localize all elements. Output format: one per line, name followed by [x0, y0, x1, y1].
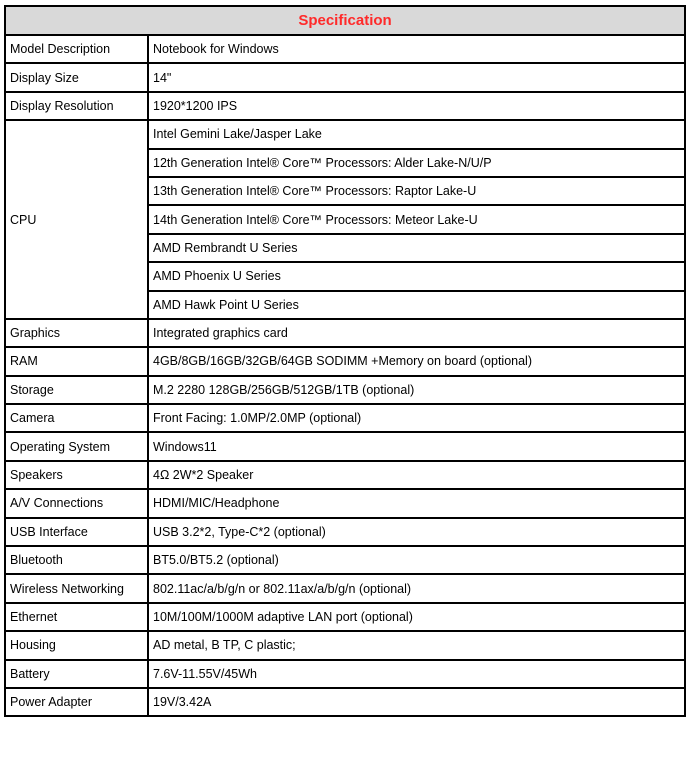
table-row: [5, 631, 685, 659]
spec-value: HDMI/MIC/Headphone: [148, 489, 685, 517]
table-row: [5, 660, 685, 688]
spec-value: Intel Gemini Lake/Jasper Lake: [148, 120, 685, 148]
table-row: [5, 347, 685, 375]
spec-label: CPU: [5, 120, 148, 319]
spec-value: 7.6V-11.55V/45Wh: [148, 660, 685, 688]
spec-label: A/V Connections: [5, 489, 148, 517]
spec-value: 12th Generation Intel® Core™ Processors: Alder Lake-N/U/P: [148, 149, 685, 177]
spec-value: 4GB/8GB/16GB/32GB/64GB SODIMM +Memory on board (optional): [148, 347, 685, 375]
spec-label: RAM: [5, 347, 148, 375]
spec-label: Storage: [5, 376, 148, 404]
spec-value: 1920*1200 IPS: [148, 92, 685, 120]
spec-label: Housing: [5, 631, 148, 659]
spec-value: BT5.0/BT5.2 (optional): [148, 546, 685, 574]
spec-label: Bluetooth: [5, 546, 148, 574]
table-body: [5, 35, 685, 716]
table-row: [5, 518, 685, 546]
table-row: [5, 35, 685, 63]
spec-value: 4Ω 2W*2 Speaker: [148, 461, 685, 489]
table-title: Specification: [5, 6, 685, 35]
table-row: [5, 92, 685, 120]
table-row: [5, 574, 685, 602]
table-row: [5, 688, 685, 716]
spec-value: Windows11: [148, 432, 685, 460]
spec-value: 802.11ac/a/b/g/n or 802.11ax/a/b/g/n (optional): [148, 574, 685, 602]
spec-label: Battery: [5, 660, 148, 688]
spec-value: Notebook for Windows: [148, 35, 685, 63]
spec-label: USB Interface: [5, 518, 148, 546]
table-row: [5, 546, 685, 574]
spec-label: Model Description: [5, 35, 148, 63]
table-row: [5, 461, 685, 489]
spec-value: AMD Rembrandt U Series: [148, 234, 685, 262]
spec-label: Display Resolution: [5, 92, 148, 120]
table-row: [5, 120, 685, 148]
spec-label: Graphics: [5, 319, 148, 347]
spec-label: Operating System: [5, 432, 148, 460]
table-header-row: [5, 6, 685, 35]
spec-value: Integrated graphics card: [148, 319, 685, 347]
spec-value: USB 3.2*2, Type-C*2 (optional): [148, 518, 685, 546]
table-row: [5, 404, 685, 432]
spec-value: 19V/3.42A: [148, 688, 685, 716]
table-row: [5, 603, 685, 631]
spec-value: Front Facing: 1.0MP/2.0MP (optional): [148, 404, 685, 432]
spec-value: 10M/100M/1000M adaptive LAN port (optional): [148, 603, 685, 631]
spec-value: 14": [148, 63, 685, 91]
table-row: [5, 432, 685, 460]
spec-label: Camera: [5, 404, 148, 432]
spec-value: AD metal, B TP, C plastic;: [148, 631, 685, 659]
table-row: [5, 63, 685, 91]
spec-value: 13th Generation Intel® Core™ Processors: Raptor Lake-U: [148, 177, 685, 205]
table-row: [5, 319, 685, 347]
spec-label: Power Adapter: [5, 688, 148, 716]
spec-label: Speakers: [5, 461, 148, 489]
table-row: [5, 376, 685, 404]
spec-value: AMD Hawk Point U Series: [148, 291, 685, 319]
spec-label: Display Size: [5, 63, 148, 91]
table-row: [5, 489, 685, 517]
spec-label: Ethernet: [5, 603, 148, 631]
spec-label: Wireless Networking: [5, 574, 148, 602]
spec-value: AMD Phoenix U Series: [148, 262, 685, 290]
spec-value: M.2 2280 128GB/256GB/512GB/1TB (optional): [148, 376, 685, 404]
specification-sheet: [4, 5, 684, 717]
spec-value: 14th Generation Intel® Core™ Processors: Meteor Lake-U: [148, 205, 685, 233]
specification-table: [4, 5, 686, 717]
